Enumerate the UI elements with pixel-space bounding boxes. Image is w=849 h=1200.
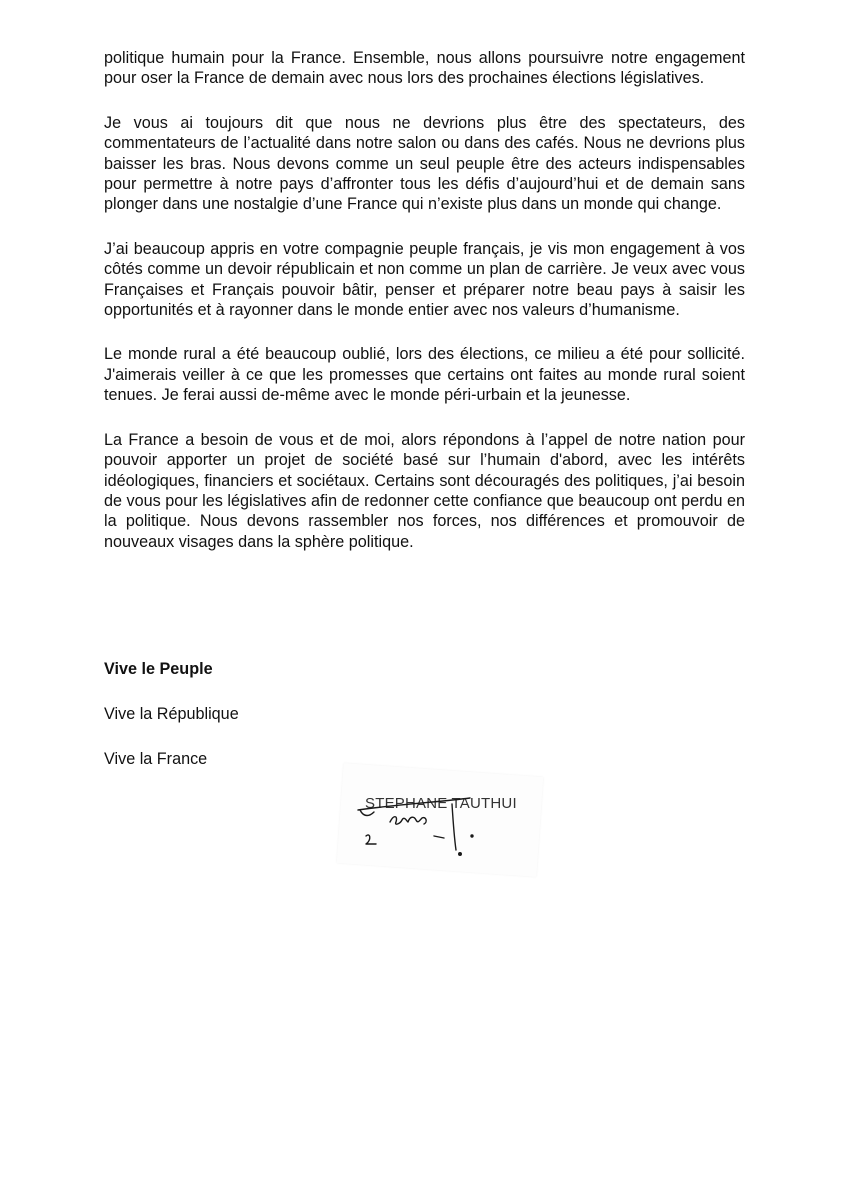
paragraph-4: Le monde rural a été beaucoup oublié, lors des élections, ce milieu a été pour sollicité. J'aimerais veiller à ce que les promesses que certains ont faites au monde rural soient tenues. Je ferai aussi de-même avec le monde péri-urbain et la jeunesse. [104,345,745,405]
signatory-name: STEPHANE TAUTHUI [365,795,517,812]
closing-vive-la-france: Vive la France [104,750,208,768]
closing-vive-le-peuple: Vive le Peuple [104,660,213,678]
handwritten-signature [340,770,540,880]
letter-body [104,48,745,576]
paragraph-5: La France a besoin de vous et de moi, alors répondons à l’appel de notre nation pour pouvoir apporter un projet de société basé sur l’humain d'abord, avec les intérêts idéologiques, financiers et sociétaux. Certains sont découragés des politiques, j’ai besoin de vous pour les législatives afin de redonner cette confiance que beaucoup ont perdu en la politique. Nous devons rassembler nos forces, nos différences et promouvoir de nouveaux visages dans la sphère politique. [104,430,745,551]
closing-vive-la-republique: Vive la République [104,705,239,723]
paragraph-2: Je vous ai toujours dit que nous ne devrions plus être des spectateurs, des commentateurs de l’actualité dans notre salon ou dans des cafés. Nous ne devrions plus baisser les bras. Nous devons comme un seul peuple être des acteurs indispensables pour permettre à notre pays d’affronter tous les défis d’aujourd’hui et de demain sans plonger dans une nostalgie d’une France qui n’existe plus dans un monde qui change. [104,113,745,214]
paragraph-3: J’ai beaucoup appris en votre compagnie peuple français, je vis mon engagement à vos côtés comme un devoir républicain et non comme un plan de carrière. Je veux avec vous Françaises et Français pouvoir bâtir, penser et préparer notre beau pays à saisir les opportunités et à rayonner dans le monde entier avec nos valeurs d’humanisme. [104,239,745,320]
paragraph-1: politique humain pour la France. Ensemble, nous allons poursuivre notre engagement pour oser la France de demain avec nous lors des prochaines élections législatives. [104,49,745,88]
